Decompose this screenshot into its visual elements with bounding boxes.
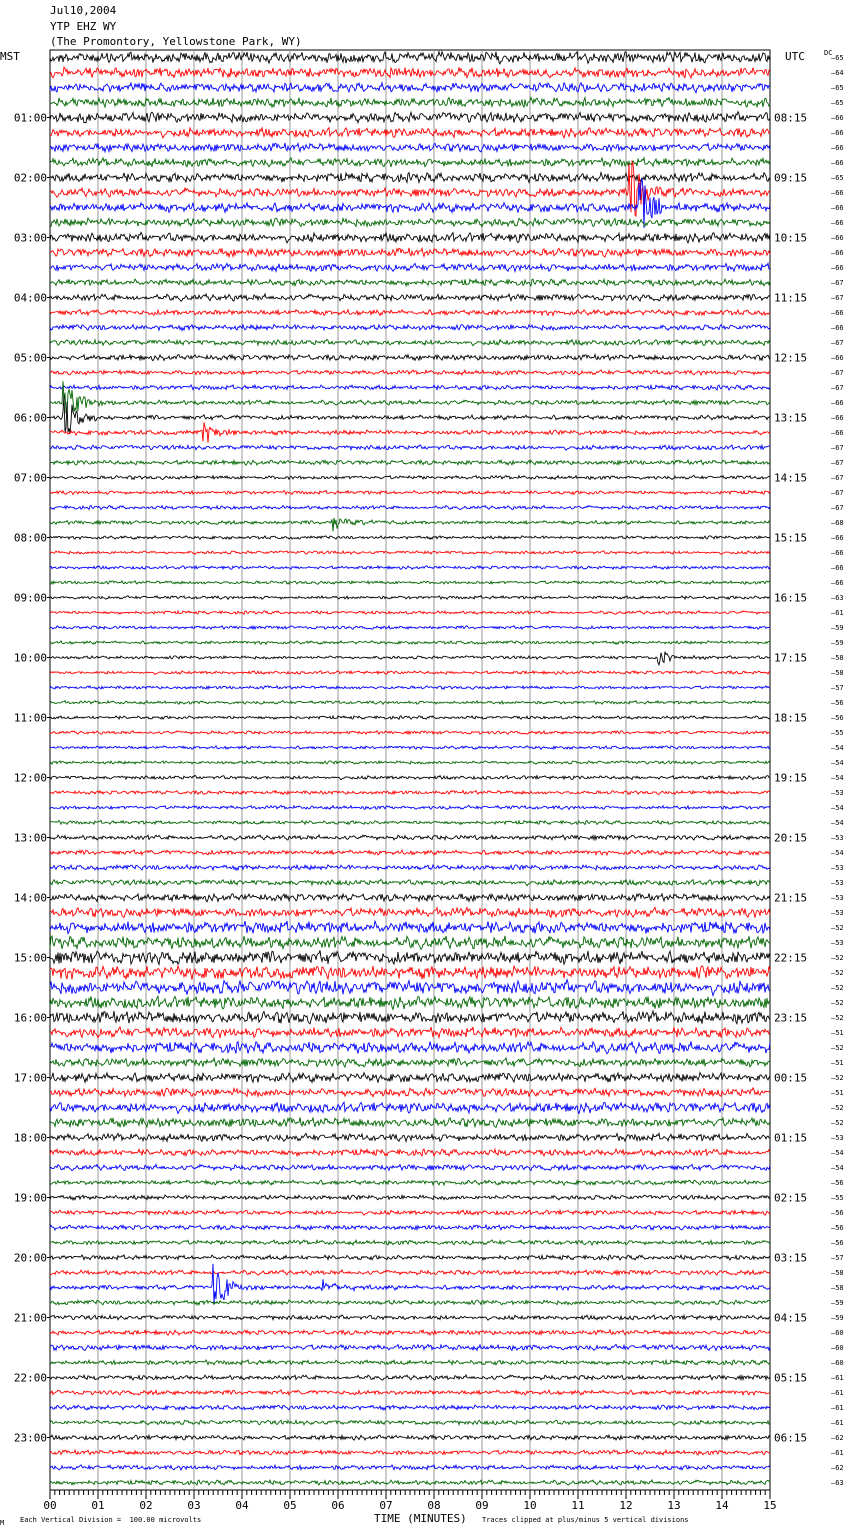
hour-label-utc: 08:15	[774, 111, 808, 125]
dc-offset-label: –66	[831, 159, 844, 167]
seismic-trace	[50, 1058, 770, 1067]
seismic-trace	[50, 1330, 770, 1335]
x-tick-label: 01	[91, 1499, 105, 1512]
hour-label-utc: 13:15	[774, 411, 808, 425]
clip-note: Traces clipped at plus/minus 5 vertical divisions	[482, 1516, 689, 1524]
seismic-trace	[50, 536, 770, 540]
seismic-trace	[50, 355, 770, 361]
dc-offset-label: –63	[831, 1479, 844, 1487]
dc-offset-label: –52	[831, 1119, 844, 1127]
seismic-trace	[50, 173, 770, 183]
seismic-trace	[50, 1465, 770, 1470]
seismic-trace	[50, 641, 770, 645]
seismic-trace	[50, 395, 770, 433]
dc-offset-label: –61	[831, 1449, 844, 1457]
dc-offset-label: –67	[831, 504, 844, 512]
x-tick-label: 09	[475, 1499, 489, 1512]
dc-offset-label: –56	[831, 699, 844, 707]
hour-label-utc: 22:15	[774, 951, 808, 965]
seismic-trace	[50, 821, 770, 825]
dc-offset-label: –67	[831, 489, 844, 497]
seismic-trace	[50, 551, 770, 555]
dc-offset-label: –55	[831, 1194, 844, 1202]
hour-label-utc: 01:15	[774, 1131, 808, 1145]
seismic-trace	[50, 835, 770, 840]
seismic-trace	[50, 67, 770, 78]
seismic-trace	[50, 879, 770, 885]
hour-label-utc: 05:15	[774, 1371, 808, 1385]
dc-offset-label: –59	[831, 639, 844, 647]
hour-label-utc: 11:15	[774, 291, 808, 305]
dc-offset-label: –63	[831, 594, 844, 602]
dc-offset-label: –61	[831, 1374, 844, 1382]
seismic-trace	[50, 950, 770, 964]
dc-offset-label: –59	[831, 1299, 844, 1307]
hour-label-utc: 14:15	[774, 471, 808, 485]
hour-label-utc: 16:15	[774, 591, 808, 605]
seismic-trace	[50, 112, 770, 123]
dc-offset-label: –52	[831, 969, 844, 977]
hour-label-mst: 04:00	[13, 291, 47, 305]
seismic-trace	[50, 581, 770, 585]
dc-offset-label: –67	[831, 339, 844, 347]
seismic-trace	[50, 491, 770, 495]
seismic-trace	[50, 232, 770, 243]
dc-offset-label: –56	[831, 1179, 844, 1187]
seismic-trace	[50, 325, 770, 331]
hour-label-utc: 02:15	[774, 1191, 808, 1205]
hour-label-utc: 17:15	[774, 651, 808, 665]
seismic-trace	[50, 894, 770, 902]
seismic-trace	[50, 1118, 770, 1128]
seismic-trace	[50, 1264, 770, 1303]
dc-offset-label: –62	[831, 1464, 844, 1472]
dc-offset-label: –66	[831, 534, 844, 542]
dc-offset-label: –58	[831, 654, 844, 662]
x-tick-label: 11	[571, 1499, 585, 1512]
x-tick-label: 14	[715, 1499, 729, 1512]
dc-offset-label: –66	[831, 189, 844, 197]
seismic-trace	[50, 1450, 770, 1455]
dc-offset-label: –66	[831, 324, 844, 332]
x-tick-label: 03	[187, 1499, 201, 1512]
seismic-trace	[50, 158, 770, 167]
dc-offset-label: –55	[831, 729, 844, 737]
x-tick-label: 07	[379, 1499, 393, 1512]
hour-label-mst: 20:00	[13, 1251, 47, 1265]
x-tick-label: 02	[139, 1499, 153, 1512]
seismic-trace	[50, 566, 770, 570]
seismic-trace	[50, 1073, 770, 1083]
dc-offset-label: –54	[831, 759, 844, 767]
hour-label-utc: 09:15	[774, 171, 808, 185]
dc-offset-label: –54	[831, 744, 844, 752]
x-tick-label: 04	[235, 1499, 249, 1512]
dc-offset-label: –67	[831, 384, 844, 392]
dc-offset-label: –56	[831, 714, 844, 722]
seismic-trace	[50, 805, 770, 809]
seismic-trace	[50, 1435, 770, 1440]
hour-label-mst: 17:00	[13, 1071, 47, 1085]
dc-offset-label: –56	[831, 1209, 844, 1217]
hour-label-utc: 06:15	[774, 1431, 808, 1445]
hour-label-utc: 10:15	[774, 231, 808, 245]
dc-offset-label: –66	[831, 354, 844, 362]
seismic-trace	[50, 422, 770, 442]
x-tick-label: 13	[667, 1499, 681, 1512]
dc-offset-label: –66	[831, 414, 844, 422]
dc-offset-label: –60	[831, 1359, 844, 1367]
hour-label-mst: 21:00	[13, 1311, 47, 1325]
corner-mark: M	[0, 1519, 5, 1527]
seismic-trace	[50, 611, 770, 615]
seismic-trace	[50, 980, 770, 996]
seismic-trace	[50, 83, 770, 93]
hour-label-utc: 19:15	[774, 771, 808, 785]
seismic-trace	[50, 936, 770, 950]
dc-offset-label: –54	[831, 1149, 844, 1157]
dc-offset-label: –58	[831, 1269, 844, 1277]
seismic-trace	[50, 52, 770, 64]
seismic-trace	[50, 746, 770, 750]
dc-offset-label: –51	[831, 1089, 844, 1097]
hour-label-mst: 08:00	[13, 531, 47, 545]
hour-label-mst: 02:00	[13, 171, 47, 185]
seismic-trace	[50, 686, 770, 689]
seismic-trace	[50, 98, 770, 108]
dc-offset-label: –66	[831, 234, 844, 242]
dc-offset-label: –67	[831, 474, 844, 482]
seismic-trace	[50, 1149, 770, 1156]
dc-offset-label: –54	[831, 849, 844, 857]
station-code: YTP EHZ WY	[50, 20, 117, 33]
hour-label-utc: 20:15	[774, 831, 808, 845]
seismic-trace	[50, 370, 770, 375]
dc-offset-label: –52	[831, 924, 844, 932]
seismic-trace	[50, 385, 770, 390]
hour-label-mst: 09:00	[13, 591, 47, 605]
dc-offset-label: –61	[831, 609, 844, 617]
hour-label-mst: 14:00	[13, 891, 47, 905]
hour-label-utc: 04:15	[774, 1311, 808, 1325]
dc-offset-label: –66	[831, 579, 844, 587]
dc-offset-label: –51	[831, 1029, 844, 1037]
dc-offset-label: –52	[831, 999, 844, 1007]
hour-label-utc: 21:15	[774, 891, 808, 905]
dc-offset-label: –52	[831, 954, 844, 962]
seismic-trace	[50, 1027, 770, 1038]
x-tick-label: 00	[43, 1499, 57, 1512]
seismic-trace	[50, 731, 770, 735]
seismic-trace	[50, 294, 770, 301]
seismic-trace	[50, 128, 770, 138]
dc-offset-label: –65	[831, 54, 844, 62]
dc-offset-label: –53	[831, 939, 844, 947]
dc-offset-label: –61	[831, 1389, 844, 1397]
seismic-trace	[50, 1420, 770, 1425]
dc-offset-label: –67	[831, 444, 844, 452]
seismic-trace	[50, 1405, 770, 1410]
seismic-trace	[50, 996, 770, 1009]
seismic-trace	[50, 1041, 770, 1054]
seismic-trace	[50, 460, 770, 465]
hour-label-mst: 05:00	[13, 351, 47, 365]
dc-offset-label: –67	[831, 369, 844, 377]
hour-label-mst: 12:00	[13, 771, 47, 785]
seismic-trace	[50, 445, 770, 450]
dc-offset-label: –54	[831, 1164, 844, 1172]
dc-offset-label: –54	[831, 804, 844, 812]
hour-label-mst: 01:00	[13, 111, 47, 125]
seismic-trace	[50, 626, 770, 630]
dc-offset-label: –66	[831, 114, 844, 122]
dc-offset-label: –53	[831, 864, 844, 872]
seismic-trace	[50, 1210, 770, 1215]
station-location: (The Promontory, Yellowstone Park, WY)	[50, 35, 302, 48]
seismic-trace	[50, 1240, 770, 1245]
dc-offset-label: –56	[831, 1224, 844, 1232]
seismic-trace	[50, 1344, 770, 1350]
seismic-trace	[50, 1164, 770, 1170]
dc-offset-label: –62	[831, 1434, 844, 1442]
dc-offset-label: –60	[831, 1344, 844, 1352]
seismic-trace	[50, 309, 770, 315]
seismic-trace	[50, 761, 770, 764]
dc-offset-label: –67	[831, 459, 844, 467]
hour-label-mst: 13:00	[13, 831, 47, 845]
dc-offset-label: –51	[831, 1059, 844, 1067]
x-tick-label: 05	[283, 1499, 297, 1512]
seismic-trace	[50, 475, 770, 479]
scale-note: Each Vertical Division = 100.00 microvolts	[20, 1516, 202, 1524]
dc-offset-label: –52	[831, 1044, 844, 1052]
seismic-trace	[50, 966, 770, 980]
dc-offset-label: –57	[831, 684, 844, 692]
dc-offset-heading: DC	[824, 49, 833, 57]
dc-offset-label: –53	[831, 789, 844, 797]
dc-offset-label: –61	[831, 1419, 844, 1427]
plot-date: Jul10,2004	[50, 4, 117, 17]
dc-offset-label: –66	[831, 129, 844, 137]
seismic-trace	[50, 1300, 770, 1305]
seismic-trace	[50, 218, 770, 227]
dc-offset-label: –67	[831, 279, 844, 287]
dc-offset-label: –53	[831, 894, 844, 902]
x-tick-label: 08	[427, 1499, 441, 1512]
x-tick-label: 10	[523, 1499, 537, 1512]
plot-frame	[50, 50, 770, 1490]
hour-label-mst: 15:00	[13, 951, 47, 965]
hour-label-mst: 03:00	[13, 231, 47, 245]
hour-label-mst: 06:00	[13, 411, 47, 425]
dc-offset-label: –53	[831, 1134, 844, 1142]
seismic-trace	[50, 1088, 770, 1097]
seismic-trace	[50, 1102, 770, 1113]
dc-offset-label: –53	[831, 834, 844, 842]
dc-offset-label: –65	[831, 174, 844, 182]
dc-offset-label: –66	[831, 429, 844, 437]
dc-offset-label: –58	[831, 1284, 844, 1292]
seismic-trace	[50, 1180, 770, 1185]
seismic-trace	[50, 671, 770, 675]
seismic-trace	[50, 339, 770, 345]
seismic-trace	[50, 850, 770, 855]
hour-label-utc: 00:15	[774, 1071, 808, 1085]
right-timezone-label: UTC	[785, 50, 805, 63]
seismic-trace	[50, 1270, 770, 1275]
seismic-trace	[50, 652, 770, 665]
dc-offset-label: –68	[831, 519, 844, 527]
seismic-trace	[50, 775, 770, 779]
dc-offset-label: –53	[831, 879, 844, 887]
hour-label-utc: 03:15	[774, 1251, 808, 1265]
seismic-trace	[50, 1390, 770, 1395]
dc-offset-label: –66	[831, 309, 844, 317]
dc-offset-label: –67	[831, 294, 844, 302]
hour-label-utc: 23:15	[774, 1011, 808, 1025]
dc-offset-label: –66	[831, 144, 844, 152]
dc-offset-label: –52	[831, 984, 844, 992]
seismic-trace	[50, 791, 770, 795]
dc-offset-label: –56	[831, 1239, 844, 1247]
hour-label-mst: 18:00	[13, 1131, 47, 1145]
dc-offset-label: –54	[831, 819, 844, 827]
seismic-trace	[50, 518, 770, 532]
hour-label-mst: 16:00	[13, 1011, 47, 1025]
x-axis-title: TIME (MINUTES)	[374, 1512, 467, 1525]
dc-offset-label: –60	[831, 1329, 844, 1337]
seismic-trace	[50, 907, 770, 917]
hour-label-utc: 18:15	[774, 711, 808, 725]
dc-offset-label: –66	[831, 564, 844, 572]
seismic-trace	[50, 1360, 770, 1365]
dc-offset-label: –53	[831, 909, 844, 917]
dc-offset-label: –66	[831, 204, 844, 212]
left-timezone-label: MST	[0, 50, 20, 63]
dc-offset-label: –66	[831, 249, 844, 257]
dc-offset-label: –65	[831, 99, 844, 107]
seismic-trace	[50, 1133, 770, 1141]
dc-offset-label: –64	[831, 69, 844, 77]
seismic-trace	[50, 143, 770, 152]
hour-label-utc: 15:15	[774, 531, 808, 545]
seismic-trace	[50, 1255, 770, 1260]
dc-offset-label: –66	[831, 264, 844, 272]
dc-offset-label: –58	[831, 669, 844, 677]
seismic-trace	[50, 505, 770, 509]
seismic-trace	[50, 865, 770, 870]
x-tick-label: 06	[331, 1499, 345, 1512]
hour-label-mst: 22:00	[13, 1371, 47, 1385]
seismic-trace	[50, 248, 770, 257]
seismic-trace	[50, 1011, 770, 1024]
dc-offset-label: –52	[831, 1014, 844, 1022]
dc-offset-label: –65	[831, 84, 844, 92]
hour-label-mst: 07:00	[13, 471, 47, 485]
seismic-trace	[50, 1225, 770, 1230]
seismic-trace	[50, 1375, 770, 1380]
dc-offset-label: –54	[831, 774, 844, 782]
seismic-trace	[50, 279, 770, 286]
hour-label-utc: 12:15	[774, 351, 808, 365]
seismic-trace	[50, 716, 770, 720]
dc-offset-label: –57	[831, 1254, 844, 1262]
dc-offset-label: –66	[831, 399, 844, 407]
seismic-trace	[50, 263, 770, 271]
dc-offset-label: –66	[831, 549, 844, 557]
dc-offset-label: –52	[831, 1104, 844, 1112]
seismic-trace	[50, 701, 770, 705]
seismic-trace	[50, 921, 770, 934]
dc-offset-label: –66	[831, 219, 844, 227]
dc-offset-label: –59	[831, 624, 844, 632]
seismic-trace	[50, 596, 770, 600]
hour-label-mst: 10:00	[13, 651, 47, 665]
hour-label-mst: 23:00	[13, 1431, 47, 1445]
seismic-trace	[50, 1315, 770, 1320]
hour-label-mst: 19:00	[13, 1191, 47, 1205]
hour-label-mst: 11:00	[13, 711, 47, 725]
dc-offset-label: –59	[831, 1314, 844, 1322]
dc-offset-label: –61	[831, 1404, 844, 1412]
dc-offset-label: –52	[831, 1074, 844, 1082]
seismic-trace	[50, 1195, 770, 1200]
x-tick-label: 12	[619, 1499, 633, 1512]
x-tick-label: 15	[763, 1499, 777, 1512]
seismic-trace	[50, 1480, 770, 1485]
